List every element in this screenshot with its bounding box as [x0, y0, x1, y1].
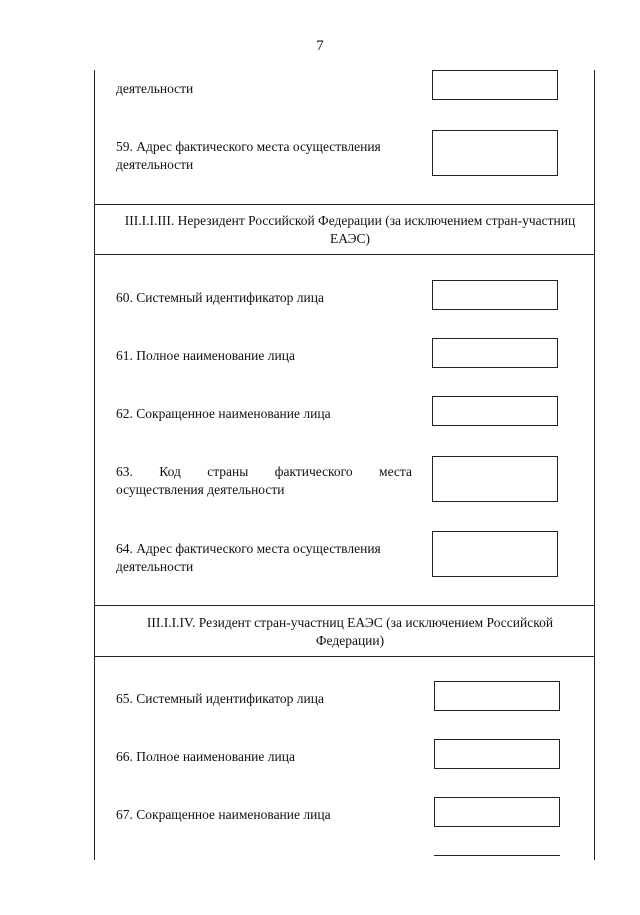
section-divider-bottom: [94, 656, 595, 657]
field-label-60: 60. Системный идентификатор лица: [116, 290, 324, 305]
field-value-box-58[interactable]: [432, 70, 558, 100]
section-divider-bottom: [94, 254, 595, 255]
field-label-63-line2: осуществления деятельности: [116, 482, 285, 497]
field-label-59: 59. Адрес фактического места осуществления деятельности: [116, 139, 381, 172]
field-label-63-word: фактического: [274, 464, 353, 479]
field-value-box-60[interactable]: [432, 280, 558, 310]
section-divider-top: [94, 605, 595, 606]
field-label-58-continued: деятельности: [116, 81, 194, 96]
table-right-border: [594, 70, 595, 860]
field-label-63-word: страны: [207, 464, 249, 479]
field-label-63-word: места: [379, 464, 412, 479]
field-label-63: [116, 463, 412, 499]
field-label-61: 61. Полное наименование лица: [116, 348, 295, 363]
table-left-border: [94, 70, 95, 860]
field-value-box-66[interactable]: [434, 739, 560, 769]
field-label-63-word: Код: [159, 464, 181, 479]
section-divider-top: [94, 204, 595, 205]
field-label-62: 62. Сокращенное наименование лица: [116, 406, 331, 421]
field-value-box-67[interactable]: [434, 797, 560, 827]
field-label-66: 66. Полное наименование лица: [116, 749, 295, 764]
field-label-63-word: 63.: [116, 464, 133, 479]
field-label-63-line1: [116, 463, 412, 481]
field-value-box-63[interactable]: [432, 456, 558, 502]
field-label-64: 64. Адрес фактического места осуществления деятельности: [116, 541, 381, 574]
page-number: 7: [316, 38, 324, 54]
section-title-nonresident: III.I.I.III. Нерезидент Российской Федерации (за исключением стран-участниц ЕАЭС): [124, 213, 576, 246]
field-value-box-68-top-edge: [434, 855, 560, 856]
section-title-eaeu-resident: III.I.I.IV. Резидент стран-участниц ЕАЭС (за исключением Российской Федерации): [146, 615, 554, 648]
field-label-67: 67. Сокращенное наименование лица: [116, 807, 331, 822]
field-value-box-65[interactable]: [434, 681, 560, 711]
field-value-box-61[interactable]: [432, 338, 558, 368]
field-value-box-64[interactable]: [432, 531, 558, 577]
field-label-65: 65. Системный идентификатор лица: [116, 691, 324, 706]
field-value-box-62[interactable]: [432, 396, 558, 426]
field-value-box-59[interactable]: [432, 130, 558, 176]
